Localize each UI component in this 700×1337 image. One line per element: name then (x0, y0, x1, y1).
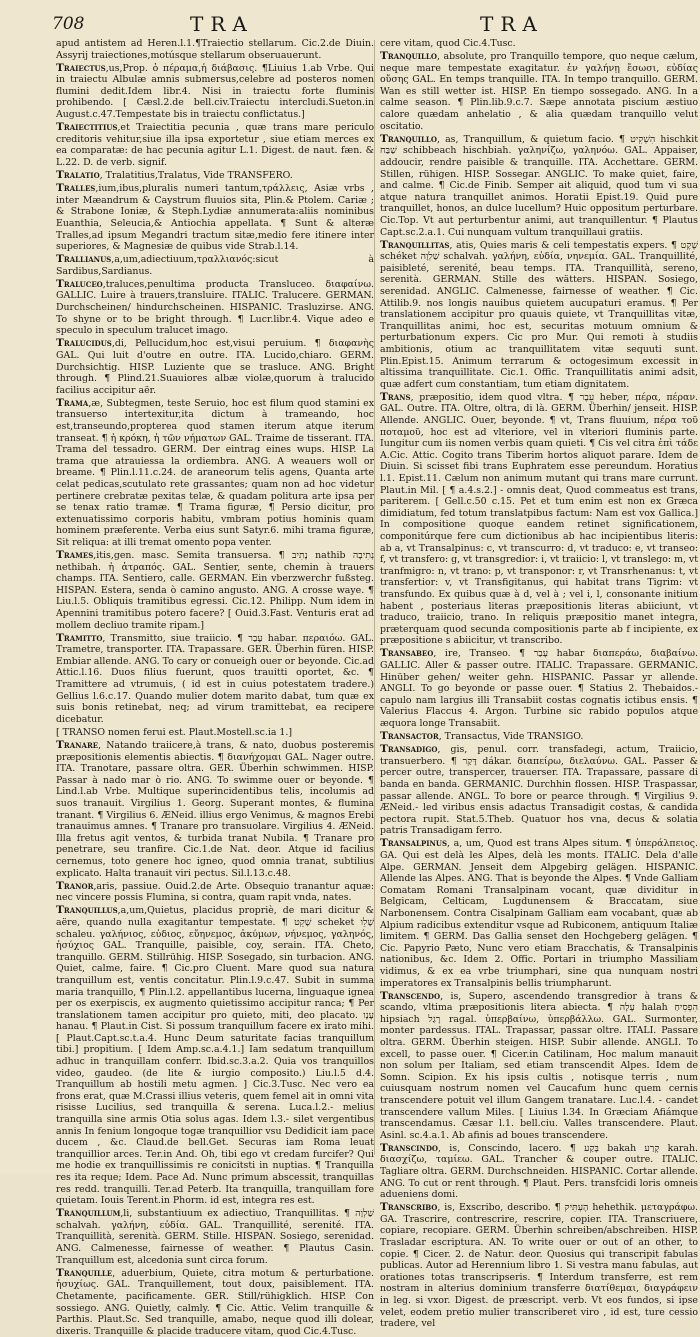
entry-text: ,et Traiectitia pecunia , quæ trans mare periculo creditoris vehitur,siue illa ipsa exportetur , siue etiam merces ex ea comparatæ: de hac pecunia agitur L.1. Digest. de naut. fæn. & L.22. D. de verb. signif. (56, 122, 374, 168)
entry-headword: Tranor (56, 879, 94, 892)
dictionary-entry (56, 727, 374, 739)
entry-text: , Transactus, Vide TRANSIGO. (438, 731, 584, 743)
entry-headword: Tranquillus (56, 904, 118, 917)
entry-headword: Tranquillo (380, 132, 437, 145)
dictionary-entry (380, 392, 698, 647)
entry-headword: Trallianus (56, 253, 112, 266)
running-head-left: TRA (190, 12, 254, 36)
entry-headword: Tramitto (56, 631, 103, 644)
entry-text: ,traluces,penultima producta Transluceo. διαφαίνω. GALLIC. Luire à trauers,transluire. ITALIC. Tralucere. GERMAN. Durchscheinen/ hindurchscheinen. HISPANIC. Trasluzirse. ANG. To shyne or to be bright through. ¶ Lucr.libr.4. Vique adeo e speculo in speculum tralucet imago. (56, 278, 374, 337)
entry-text: ,ium,ibus,pluralis numeri tantum,τράλλεις, Asiæ vrbs , inter Mæandrum & Caystrum fluuios sita, Plin.& Ptolem. Cariæ ; & Strabone Ioniæ, & Steph.Lydiæ annumerata:aliis nominibus Euanthia, Seleucia,& Antiochia appellata. ¶ Sunt & alteræ Tralles,ad ipsum Megandri tractum sitæ,medio fere itinere inter superiores, & Magnesiæ de quibus vide Strab.l.14. (56, 183, 374, 253)
column-divider (374, 40, 375, 1155)
entry-headword: Tranare (56, 739, 99, 752)
entry-text: apud antistem ad Heren.l.1.¶Traiectio stellarum. Cic.2.de Diuin. Assyrij traiectiones,motúsque stellarum obseruauerunt. (56, 38, 374, 61)
entry-text: , is, Exscribo, describo. ¶ הֶעְתִּיק hehethik. μεταγράφω. GA. Trascrire, contrescrire, rescrire, copier. ITA. Transcriuere, copiare, recopiare. GERM. Überhin schreiben/abschreiben. HISP. Trasladar escriptura. AN. To write ouer or out of an other, to copie. ¶ Cicer. 2. de Natur. deor. Quosius qui transcripit fabulas publicas. Autor ad Herennium libro 1. Si vestra manu fabulas, aut orationes totas transcripseris. ¶ Interdum transferre, est rem nostram in alterius dominium transferre διατίθεμαι, διαγράφειν in leg. si vxor. Digest. de præscript. verb. Vt eos fundos, si ipse velet, eodem pretio mulier transcriberet viro , id est, ture cessio tradere, vel (380, 1202, 699, 1330)
entry-headword: Transcindo (380, 1141, 438, 1154)
dictionary-entry (380, 838, 698, 989)
dictionary-entry (56, 905, 374, 1206)
dictionary-entry (56, 63, 374, 121)
entry-headword: Transactor (380, 730, 439, 743)
entry-headword: Transadigo (380, 743, 438, 756)
entry-text: , absolute, pro Tranquillo tempore, quo neque cælum, neque mare tempestate exagitatur. ἐν γαλήνῃ ἔσωσι, εὐδίας οὔσης GAL. En temps tranquille. ITA. In tempo tranquillo. GERM. Wan es still wetter ist. HISP. En tiempo sossegado. ANG. In a calme season. ¶ Plin.lib.9.c.7. Sæpe annotata piscium æstiuo calore quædam anhelatio , & alia quædam tranquillo velut oscitatio. (380, 51, 698, 132)
dictionary-entry (380, 1143, 698, 1201)
dictionary-entry (56, 338, 374, 396)
dictionary-entry (56, 1268, 374, 1337)
dictionary-entry (380, 240, 698, 391)
entry-text: , Transmitto, siue traiicio. ¶ עָבַר habar. περαιόω. GAL. Trametre, transporter. ITA. Trapassare. GER. Überhin füren. HISP. Embiar allende. ANG. To cary or conueigh ouer or beyonde. Cic.ad Attic.l.16. Duos filius fuerunt, quos trauitti oportet, &c. ¶ Tramittere ad vtrumuis, ( id est in cuius potestatem tradere.) Gellius l.6.c.17. Quando mulier dotem marito dabat, tum quæ ex suis bonis retinebat, neq; ad virum tramittebat, ea recipere dicebatur. (56, 632, 374, 725)
entry-text: , Tralatitius,Tralatus, Vide TRANSFERO. (99, 170, 293, 182)
dictionary-entry (56, 740, 374, 879)
entry-headword: Traiectus (56, 61, 106, 74)
entry-headword: Tranquillo (380, 50, 437, 63)
entry-headword: Trans (380, 390, 411, 403)
entry-headword: Traiectitius (56, 121, 118, 134)
entry-text: ,a,um,adiectiuum,τραλλιανός:sicut à Sardibus,Sardianus. (56, 254, 374, 277)
entry-text: , is, Supero, ascendendo transgredior à trans & scando, vltima præpositionis litera abiecta. ¶ עָלָה halah הִפְסִיחַ hipsiach רָגַל ragal. ὑπερβαίνω, ὑπερβάλλω. GAL. Surmonter, monter pardessus. ITAL. Trapassar, passar oltre. ITALI. Passare oltra. GERM. Überhin steigen. HISP. Subir allende. ANGLI. To excell, to passe ouer. ¶ Cicer.in Catilinam, Hoc malum manauit non solum per Italiam, sed etiam transcendit Alpes. Idem de Somn. Scipion. Ex his ipsis cultis , notisque terris , num cuiusquam nostrum nomen vel Caucafum hunc quem cernis transcendere potuit vel illum Gangem tranatare. Luc.l.4. - candet transcendere vallum Miles. [ Liuius l.34. In Græciam Afiámque transcendamus. Cæsar l.1. bell.ciu. Valles transcendere. Plaut. Asinl. sc.4.a.1. Ab afinis ad boues transcendere. (380, 990, 698, 1141)
entry-text: , ire, Transeo. ¶ עָבַר habar διαπεράω, διαβαίνω. GALLIC. Aller & passer outre. ITALIC. Trapassare. GERMANIC. Hinüber gehen/ weiter gehn. HISPANIC. Passar yr allende. ANGLI. To go beyonde or passe ouer. ¶ Statius 2. Thebaidos.- capulo nam largius illi Transabiit costas cognatis ictibus ensis. ¶ Valerius Flaccus 4. Argon. Turbine sic rabido populos atque æquora longe Transabiit. (380, 648, 698, 729)
entry-text: , aduerbium, Quiete, citra motum & perturbatione. ἡσυχίως. GAL. Tranquillement, tout doux, paisiblement. ITA. Chetamente, pacificamente. GER. Still/rühigklich. HISP. Con sossiego. ANG. Quietly, calmly. ¶ Cic. Attic. Velim tranquille & Parthis. Plaut.Sc. Sed tranquille, amabo, neque quod illi dolear, dixeris. Tranquille & placide traducere vitam, quod Cic.4.Tusc. (56, 1267, 374, 1337)
dictionary-entry (380, 744, 698, 837)
dictionary-entry (56, 170, 374, 182)
entry-headword: Trama (56, 396, 89, 409)
entry-headword: Transcendo (380, 989, 441, 1002)
dictionary-entry (380, 51, 698, 132)
entry-headword: Tranquillitas (380, 238, 450, 251)
entry-headword: Tralatio (56, 169, 100, 182)
entry-headword: Tranquille (56, 1266, 113, 1279)
dictionary-entry (56, 183, 374, 253)
page-number: 708 (52, 14, 85, 34)
dictionary-entry (56, 1208, 374, 1266)
dictionary-entry (380, 991, 698, 1142)
entry-text: , Natando traiicere,à trans, & nato, duobus posteremis præpositionis elementis abiectis. ¶ διανήχομαι GAL. Nager outre. ITA. Tranotare, passare oltra. GER. Überhin schwimmen. HISP. Passar à nado mar ò rio. ANG. To swimme ouer or beyonde. ¶ Lind.l.ab Vrbe. Multique superincidentibus telis, incolumis ad suos tranauit. Virgilius 1. Georg. Superant montes, & flumina tranant. ¶ Virgilius 6. ÆNeid. illius ergo Venimus, & magnos Erebi tranauimus amnes. ¶ Tranare pro transuolare. Virgilius 4. ÆNeid. Illa fretus agit ventos, & turbida tranat Nubila. ¶ Tranare pro penetrare, seu tranfire. Cic.1.de Nat. deor. Atque id facilius cernemus, toto genere hoc igneo, quod omnia tranat, subtilius explicato. Halta tranauit viri pectus. Sil.l.13.c.48. (56, 740, 374, 879)
entry-text: ,a,um,Quietus, placidus propriè, de mari dicitur & aëre, quando nulla exagitantur tempestate. ¶ שָׁקֵט scheket שָׁלֵו schaleu. γαλήνιος, εὐδιος, εὔηνεμος, ἀκύμων, νήνεμος, γαληνός, ἡσύχιος GAL. Tranquille, paisible, coy, serain. ITA. Cheto, tranquillo. GERM. Stillrühig. HISP. Sosegado, sin turbacion. ANG. Quiet, calme, faire. ¶ Cic.pro Cluent. Mare quod sua natura tranquillum est, ventis concitatur. Plin.l.9.c.47. Subit in summa maria tranquillo, ¶ Plin.l.2. appellantibus lucerna, linguaque ignea per os exerpiscis, ex augmento quietissimo accipitur ranca; ¶ Per translationem tamen accipitur pro quieto, miti, deo placato. עָנָו hanau. ¶ Plaut.in Cist. Si possum tranquillum facere ex irato mihi. [ Plaut.Capt.sc.t.a.4. Hunc Deum saturitate facias tranquillum tibi.] propitium. [ Idem Amp.sc.a.4.1.] Iam sedatum tranquillum adhuc in tranquillam conferr. Ibid.sc.3.a.2. Quia vos tranquillos video, gaudeo. (de lite & iurgio composito.) Liu.l.5 d.4. Tranquillum ab hostili metu agmen. ] Cic.3.Tusc. Nec vero ea frons erat, quæ M.Crassi illius veteris, quem femel ait in omni vita risisse Lucilius, sed tranquilla & serena. Luca.l.2.- melius tranquilla sine armis Otia solus agas. Idem l.3.- silet vergentibus annis In fenium longoque togæ tranquillior vsu Dedidicit iam pace ducem , &c. Claud.de bell.Get. Securas iam Roma leuat tranquillior arces. Ter.in And. Oh, tibi ego vt credam furcifer? Qui me hodie ex tranquillissimis re conicitsti in nuptias. ¶ Tranquilla res ita reque; Idem. Pace Ad. Nunc primum abscessit, tranquillas res redd. tranquilli. Ter.ad Peterb. Ita tranquilla, tranquillam fore quietam. Iouis Terent.in Phorm. id est, integra res est. (56, 905, 375, 1207)
dictionary-entry (380, 1202, 698, 1330)
dictionary-entry (56, 881, 374, 904)
entry-headword: Tralucidus (56, 337, 112, 350)
entry-text: , is, Conscindo, lacero. ¶ בָּקַע bakah קָרַע karah. διασχίζω, ταμίεω. GAL. Trancher & couper outre. ITALIC. Tagliare oltra. GERM. Durchschneiden. HISPANIC. Cortar allende. ANG. To cut or rent through. ¶ Plaut. Pers. transfcidi loris omneis adueniens domi. (380, 1142, 699, 1201)
dictionary-entry (380, 134, 698, 238)
dictionary-entry (56, 38, 374, 61)
right-column (380, 38, 699, 1330)
entry-text: ,us,Prop. ὁ πέραμα,ἡ διάβασις. ¶Liuius 1.ab Vrbe. Qui in traiectu Albulæ amnis submersus,celebre ad posteros nomen flumini dedit.Idem libr.4. Nisi in traiectu forte fluminis prohibendo. [ Cæsl.2.de bell.civ.Traiectu intercludi.Sueton.in August.c.47.Tempestate bis in traiectu conflictatus.] (56, 62, 374, 121)
entry-headword: Tralles (56, 182, 96, 195)
dictionary-entry (56, 122, 374, 168)
entry-headword: Transalpinus (380, 837, 448, 850)
entry-text: ,itis,gen. masc. Semita transuersa. ¶ נָתִיב nathib נְתִיבָה nethibah. ἡ ἀτραπός. GAL. Sentier, sente, chemin à trauers champs. ITA. Sentiero, calle. GERMAN. Ein vberzwerchr fußsteg. HISPAN. Estera, senda ò camino angusto. ANG. A crosse waye. ¶ Liu.l.5. Obliquis tramitibus egressi. Cic.12. Philipp. Num idem in Apennini tramitibus potero facere? [ Ouid.3.Fast. Venturis erat ad mollem decliuo tramite ripam.] (56, 550, 374, 631)
dictionary-entry (380, 648, 698, 729)
running-head-right: TRA (480, 12, 544, 36)
entry-text: cere vitam, quod Cic.4.Tusc. (380, 38, 516, 49)
entry-text: , atis, Quies maris & celi tempestatis expers. ¶ שֶׁקֶט schéket שַׁלְוָה schalvah. γαλήνη, εὐδία, νηνεμία. GAL. Tranquillité, paisibleté, serenité, beau temps. ITA. Tranquillità, sereno, serenità. GERMAN. Stille des wätters. HISPAN. Sosiego, serenidad. ANGLIC. Calmenesse, fairnesse of weather. ¶ Cic. Attilib.9. nos longis nauibus quietem aucupaturi eramus. ¶ Per translationem accipitur pro quauis quiete, vt Tranquillitas vitæ, Tranquillitas animi, hoc est, securitas motuum omnium & perturbationum expers. Cic pro Mur. Qui remoti à studiis ambitionis, otium ac tranquillitatem vitæ sequuti sunt. Plin.Epist.15. Animum terrarum & octogesimum excessit in altissima tranquillitate. Cic.1. Offic. Tranquillitatis animi adsit, quæ adfert cum constantiam, tum etiam dignitatem. (380, 239, 698, 390)
dictionary-entry (56, 254, 374, 277)
entry-text: , a, um, Quod est trans Alpes situm. ¶ ὑπεράλπειος. GA. Qui est delà les Alpes, delà les monts. ITALIC. Dela d'alle Alpe. GERMAN. Jenseit dem Alpgebirg gelägen. HISPANIC. Allende las Alpes. ANG. That is beyonde the Alpes. ¶ Vnde Galliam Comatam Romani Transalpinam vocant, quæ dividitur in Belgicam, Celticam, Lugdunensem & Braccatam, siue Narbonensem. Contra Cisalpinam Galliam eam vocabant, quæ ab Alpium radicibus extenditur vsque ad Rubiconem, antiquum Italiæ limitem. ¶ GERM. Das Gallia senset den Hochgeberg gelägen. ¶ Cic. Papyrio Pæto, Nunc vero etiam Bracchatis, & Transalpinis nationibus, &c. Idem 2. Offic. Portari in triumpho Massiliam vidimus, & ex ea vrbe triumphari, sine qua nunquam nostri imperatores ex Transalpinis bellis triumpharunt. (380, 838, 698, 989)
entry-text: ,aris, passiue. Ouid.2.de Arte. Obsequio tranantur aquæ: nec vincere possis Flumina, si contra, quam rapit vnda, nates. (56, 880, 374, 904)
page-header (0, 10, 700, 36)
entry-headword: Tranquillum (56, 1207, 121, 1220)
entry-headword: Traluceo (56, 277, 103, 290)
entry-text: ,di, Pellucidum,hoc est,visui peruium. ¶ διαφανὴς GAL. Qui luit d'outre en outre. ITA. Lucido,chiaro. GERM. Durchsichtig. HISP. Luziente que se trasluce. ANG. Bright through. ¶ Plind.21.Suauiores albæ violæ,quorum à tralucido facilius accipitur aër. (56, 338, 374, 396)
entry-text: , gis, penul. corr. transfadegi, actum, Traiicio, transuerbero. ¶ דָּקַר dákar. διαπείρω, διελαύνω. GAL. Passer & percer outre, transpercer, trauerser. ITA. Trapassare, passare di banda en banda. GERMANIC. Durchhin flossen. HISP. Traspassar, passar allende. ANGL. To bore or pearce through. ¶ Virgilius 9. ÆNeid.- led viribus ensis adactus Transadigit costas, & candida pectora rupit. Stat.5.Theb. Quatuor hos vna, decus & solatia patris Transadigam ferro. (380, 744, 698, 837)
dictionary-entry (56, 633, 374, 726)
dictionary-entry (56, 398, 374, 549)
entry-headword: Transcribo (380, 1201, 438, 1214)
dictionary-entry (56, 550, 374, 631)
entry-text: ,æ, Subtegmen, teste Seruio, hoc est filum quod stamini ex transuerso intertexitur,ita dictum à trameando, hoc est,transeundo,propterea quod stamen iterum atque iterum transeat. ¶ ἡ κρόκη, ἡ τῶν νήματων GAL. Traime de tisserant. ITA. Trama del tessadro. GERM. Der eintrag eines wups. HISP. La trama que atrauiessa la ordiembra. ANG. A weauers woll or breame. ¶ Plin.l.11.c.24. de araneorum telis agens, Quanta arte celat pedicas,scutulato rete grassantes; quam non ad hoc videtur pertinere crebratæ pexitas telæ, & quadam politura arte ipsa per se tenax ratio tramæ. ¶ Trama figuræ, ¶ Persio dicitur, pro extenuatissimo corporis habitu, vmbram potius hominis quam hominem præferente. Verba eius sunt Satyr.6. mihi trama figuræ, Sit reliqua: at illi tremat omento popa venter. (56, 397, 374, 548)
entry-text: , præpositio, idem quod vltra. ¶ עֵבֶר heber, πέρα, πέραν. GAL. Outre. ITA. Oltre, oltra, di là. GERM. Überhin/ jenseit. HISP. Allende. ANGLIC. Ouer, beyonde. ¶ vt, Trans fluuium, πέρα τοῦ ποταμοῦ, hoc est ad vlteriore, vel in vlteriori fluminis parte. Iungitur cum iis nomen verbis quam quieti. ¶ Cis vel citra ἐπὶ τάδε A.Cic. Attic. Cogito trans Tiberim hortos aliquot parare. Idem de Diuin. Si scisset fibi trans Euphratem esse pereundum. Horatius l.1. Epist.11. Cælum non animum mutant qui trans mare currunt. Plaut.in Mil. [ ¶ a.4.s.2.] - omnis deat, Quod commeatus est trans, pariterem. [ Gell.c.50 c.15. Pet et tum enim est non ex Græca dimidiatum, fed totum translatpibus factum: Nam est vox Gallica.] In compositione quoque eandem retinet significationem, componitúrque fere cum dictionibus ab hac incipientibus literis: ab a, vt Transalpinus: c, vt transcurro: d, vt traduco: e, vt transeo: f, vt transfero: g, vt transgredior: i, vt traiicio: l, vt translego: m, vt tranfmigro: n, vt trano: p, vt transponor: r, vt Transrhenanus: t, vt transfertior: v, vt Transfigitanus, qui habitat trans Tigrim: vt transfundo. Ex quibus quæ à d, vel à ; vel i, l, consonante initium habent , posteriaus literas præpositionis literas abiiciunt, vt traduco, traiicio, trano. In reliquis præpositio manet integra, præterquam quod secunda compositionis parte ab f incipiente, ex præpositione s abiicitur, vt transcribo. (380, 391, 699, 647)
left-column (56, 38, 375, 1337)
entry-headword: Trames (56, 549, 94, 562)
entry-text: [ TRANSO nomen ferui est. Plaut.Mostell.sc.ia 1.] (56, 726, 292, 738)
dictionary-entry (380, 731, 698, 743)
entry-text: , as, Tranquillum, & quietum facio. ¶ הִשְׁקִיט hischkit שַׁבַּח schibbeach hischbiah. γαληνίζω, γαληνόω. GAL. Appaiser, addoucir, rendre paisible & tranquille. ITA. Acchettare. GERM. Stillen, rühigen. HISP. Sossegar. ANGLIC. To make quiet, faire, and calme. ¶ Cic.de Finib. Semper ait aliquid, quod tum vi sua atque natura tranquillet animos. Horatii Epist.19. Quid pure tranquillet, honos, an dulce lucellum? Huic oppositum perturbare. Cic.Top. Vt aut perturbentur animi, aut tranquillentur. ¶ Plautus Capt.sc.2.a.1. Cui nunquam vultum tranquillaui gratiis. (380, 133, 699, 238)
dictionary-entry (380, 38, 698, 50)
entry-headword: Transabeo (380, 647, 434, 660)
dictionary-entry (56, 279, 374, 337)
entry-text: ,li, substantiuum ex adiectiuo, Tranquillitas. ¶ שַׁלְוָה schalvah. γαλήνη, εὐδία. GAL. Tranquillité, serenité. ITA. Tranquillità, serenità. GERM. Stille. HISPAN. Sosiego, serenidad. ANG. Calmenesse, fairnesse of weather. ¶ Plautus Casin. Tranquillum est, alcedonia sunt circa forum. (56, 1208, 374, 1266)
